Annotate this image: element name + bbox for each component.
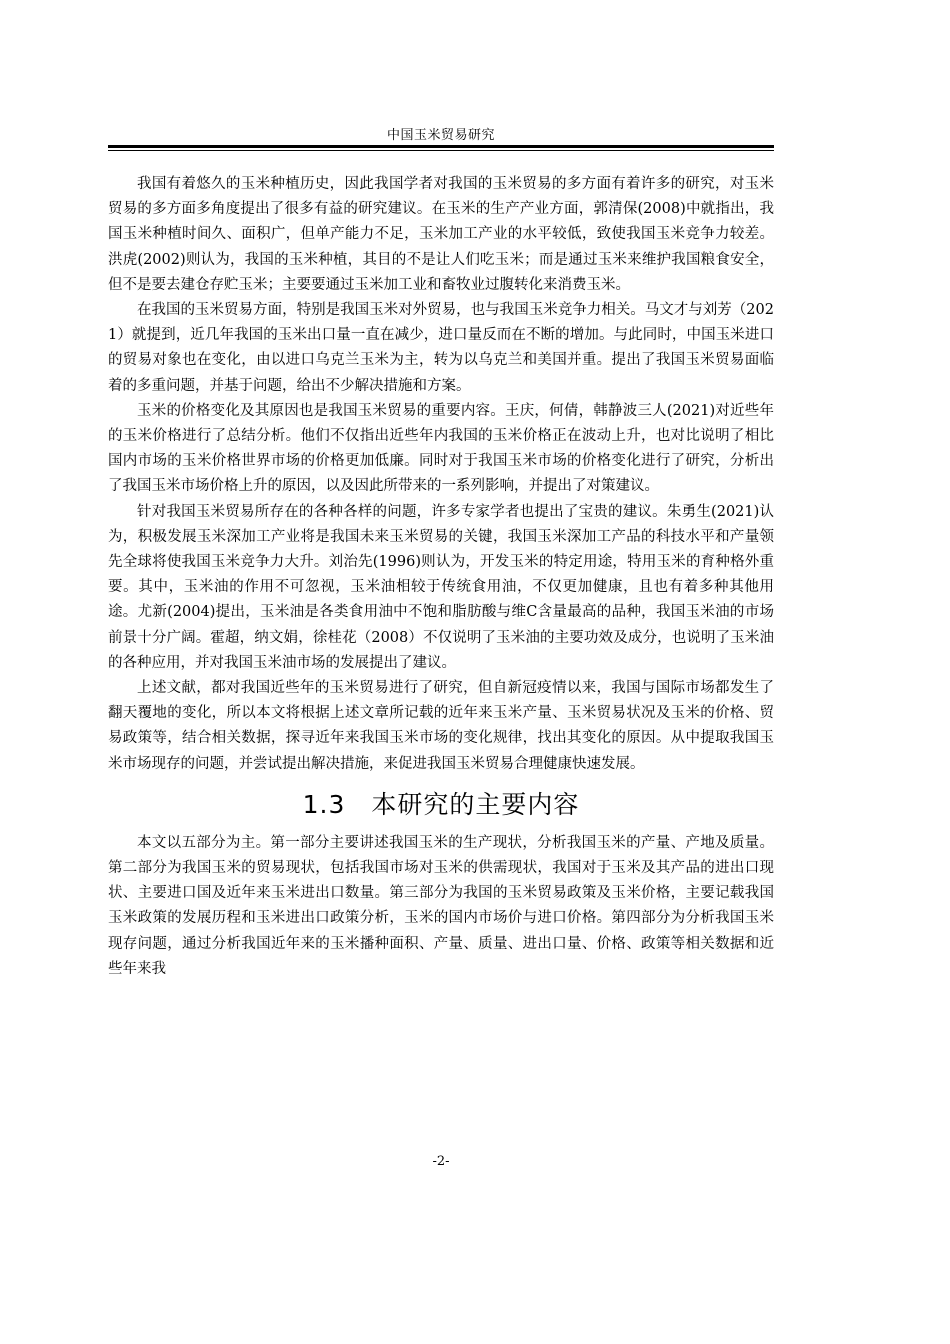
paragraph-2: 在我国的玉米贸易方面，特别是我国玉米对外贸易，也与我国玉米竞争力相关。马文才与刘芳（2021）就提到，近几年我国的玉米出口量一直在减少，进口量反而在不断的增加。与此同时，中国玉米进口的贸易对象也在变化，由以进口乌克兰玉米为主，转为以乌克兰和美国并重。提出了我国玉米贸易面临着的多重问题，并基于问题，给出不少解决措施和方案。	[108, 302, 774, 394]
page-number: -2-	[432, 1154, 450, 1169]
header-rule-thick	[108, 145, 774, 148]
body-text	[108, 172, 774, 982]
header-rule-thin	[108, 150, 774, 151]
paragraph-5: 上述文献，都对我国近些年的玉米贸易进行了研究，但自新冠疫情以来，我国与国际市场都发生了翻天覆地的变化，所以本文将根据上述文章所记载的近年来玉米产量、玉米贸易状况及玉米的价格、贸易政策等，结合相关数据，探寻近年来我国玉米市场的变化规律，找出其变化的原因。从中提取我国玉米市场现存的问题，并尝试提出解决措施，来促进我国玉米贸易合理健康快速发展。	[108, 680, 774, 772]
paragraph-1: 我国有着悠久的玉米种植历史，因此我国学者对我国的玉米贸易的多方面有着许多的研究，对玉米贸易的多方面多角度提出了很多有益的研究建议。在玉米的生产产业方面，郭清保(2008)中就指出，我国玉米种植时间久、面积广，但单产能力不足，玉米加工产业的水平较低，致使我国玉米竞争力较差。洪虎(2002)则认为，我国的玉米种植，其目的不是让人们吃玉米；而是通过玉米来维护我国粮食安全，但不是要去建仓存贮玉米；主要要通过玉米加工业和畜牧业过腹转化来消费玉米。	[108, 176, 774, 293]
section-paragraph-1: 本文以五部分为主。第一部分主要讲述我国玉米的生产现状，分析我国玉米的产量、产地及质量。第二部分为我国玉米的贸易现状，包括我国市场对玉米的供需现状，我国对于玉米及其产品的进出口现状、主要进口国及近年来玉米进出口数量。第三部分为我国的玉米贸易政策及玉米价格，主要记载我国玉米政策的发展历程和玉米进出口政策分析，玉米的国内市场价与进口价格。第四部分为分析我国玉米现存问题，通过分析我国近年来的玉米播种面积、产量、质量、进出口量、价格、政策等相关数据和近些年来我	[108, 834, 774, 977]
section-heading: 1.3 本研究的主要内容	[302, 789, 580, 819]
paragraph-4: 针对我国玉米贸易所存在的各种各样的问题，许多专家学者也提出了宝贵的建议。朱勇生(2021)认为，积极发展玉米深加工产业将是我国未来玉米贸易的关键，我国玉米深加工产品的科技水平和产量领先全球将使我国玉米竞争力大升。刘治先(1996)则认为，开发玉米的特定用途，特用玉米的育种格外重要。其中，玉米油的作用不可忽视，玉米油相较于传统食用油，不仅更加健康，且也有着多种其他用途。尤新(2004)提出，玉米油是各类食用油中不饱和脂肪酸与维C含量最高的品种，我国玉米油的市场前景十分广阔。霍超，纳文娟，徐桂花（2008）不仅说明了玉米油的主要功效及成分，也说明了玉米油的各种应用，并对我国玉米油市场的发展提出了建议。	[108, 503, 774, 671]
running-header: 中国玉米贸易研究	[386, 128, 495, 143]
paragraph-3: 玉米的价格变化及其原因也是我国玉米贸易的重要内容。王庆，何倩，韩静波三人(2021)对近些年的玉米价格进行了总结分析。他们不仅指出近些年内我国的玉米价格正在波动上升，也对比说明了相比国内市场的玉米价格世界市场的价格更加低廉。同时对于我国玉米市场的价格变化进行了研究，分析出了我国玉米市场价格上升的原因，以及因此所带来的一系列影响，并提出了对策建议。	[108, 402, 774, 495]
